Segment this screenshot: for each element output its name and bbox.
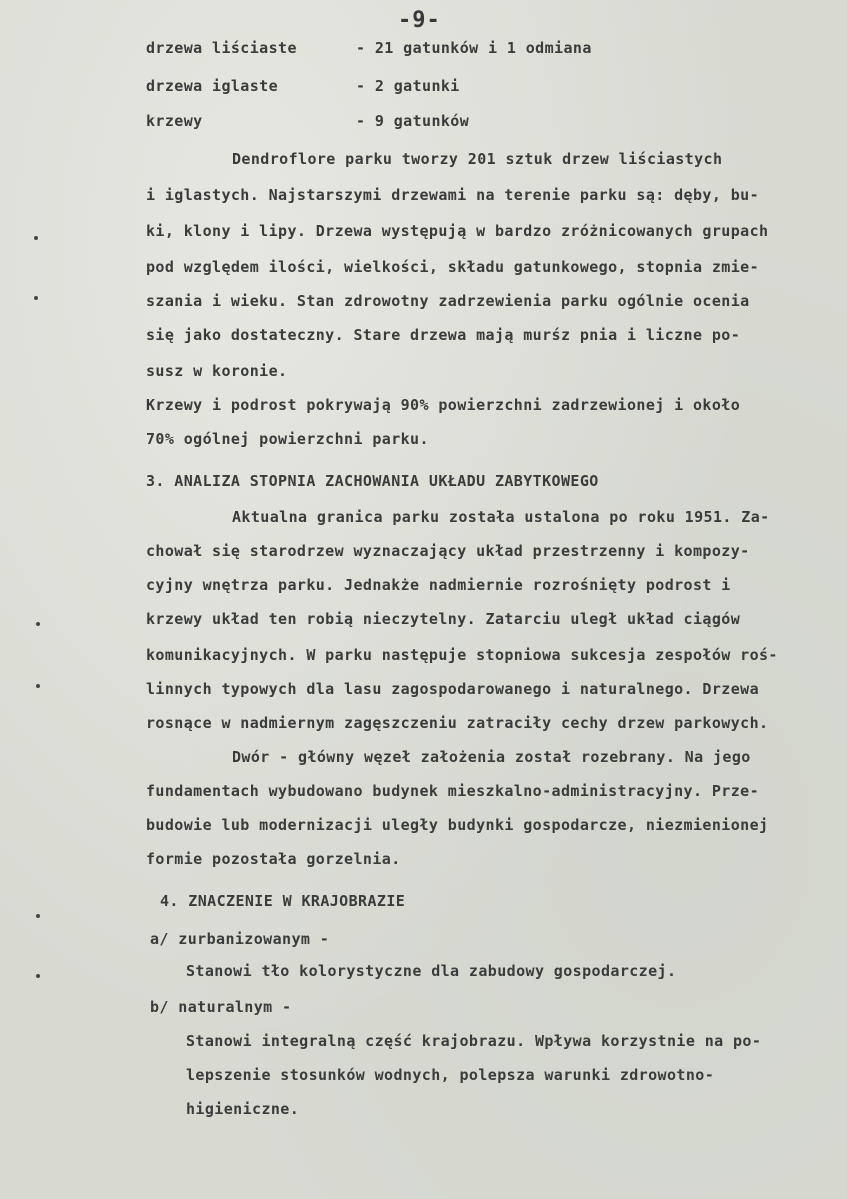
text-line: chował się starodrzew wyznaczający układ przestrzenny i kompozy- (146, 542, 750, 560)
text-line: Dendroflore parku tworzy 201 sztuk drzew liściastych (232, 150, 723, 168)
text-line: pod względem ilości, wielkości, składu gatunkowego, stopnia zmie- (146, 258, 759, 276)
text-line: ki, klony i lipy. Drzewa występują w bardzo zróżnicowanych grupach (146, 222, 769, 240)
text-line: krzewy układ ten robią nieczytelny. Zatarciu uległ układ ciągów (146, 610, 741, 628)
species-list-label: drzewa iglaste (146, 77, 279, 95)
text-line: Aktualna granica parku została ustalona po roku 1951. Za- (232, 508, 770, 526)
text-line: fundamentach wybudowano budynek mieszkalno-administracyjny. Prze- (146, 782, 759, 800)
page-number: -9- (398, 8, 441, 33)
text-line: Stanowi integralną część krajobrazu. Wpływa korzystnie na po- (186, 1032, 762, 1050)
text-line: 70% ogólnej powierzchni parku. (146, 430, 429, 448)
text-line: budowie lub modernizacji uległy budynki gospodarcze, niezmienionej (146, 816, 769, 834)
species-list-value: - 9 gatunków (356, 112, 470, 130)
section-heading: 3. ANALIZA STOPNIA ZACHOWANIA UKŁADU ZABYTKOWEGO (146, 472, 599, 490)
subsection-label: a/ zurbanizowanym - (150, 930, 330, 948)
species-list-value: - 2 gatunki (356, 77, 460, 95)
species-list-label: drzewa liściaste (146, 39, 297, 57)
margin-speck (36, 974, 40, 978)
text-line: Dwór - główny węzeł założenia został rozebrany. Na jego (232, 748, 751, 766)
subsection-label: b/ naturalnym - (150, 998, 292, 1016)
text-line: się jako dostateczny. Stare drzewa mają murśz pnia i liczne po- (146, 326, 741, 344)
text-line: Stanowi tło kolorystyczne dla zabudowy gospodarczej. (186, 962, 677, 980)
text-line: lepszenie stosunków wodnych, polepsza warunki zdrowotno- (186, 1066, 715, 1084)
text-line: Krzewy i podrost pokrywają 90% powierzchni zadrzewionej i około (146, 396, 741, 414)
text-line: susz w koronie. (146, 362, 288, 380)
species-list-value: - 21 gatunków i 1 odmiana (356, 39, 592, 57)
text-line: szania i wieku. Stan zdrowotny zadrzewienia parku ogólnie ocenia (146, 292, 750, 310)
margin-speck (36, 914, 40, 918)
margin-speck (34, 296, 38, 300)
section-heading: 4. ZNACZENIE W KRAJOBRAZIE (160, 892, 406, 910)
margin-speck (34, 236, 38, 240)
text-line: komunikacyjnych. W parku następuje stopniowa sukcesja zespołów roś- (146, 646, 778, 664)
text-line: higieniczne. (186, 1100, 300, 1118)
margin-speck (36, 684, 40, 688)
text-line: linnych typowych dla lasu zagospodarowanego i naturalnego. Drzewa (146, 680, 759, 698)
species-list-label: krzewy (146, 112, 203, 130)
text-line: cyjny wnętrza parku. Jednakże nadmiernie rozrośnięty podrost i (146, 576, 731, 594)
text-line: rosnące w nadmiernym zagęszczeniu zatraciły cechy drzew parkowych. (146, 714, 769, 732)
text-line: formie pozostała gorzelnia. (146, 850, 401, 868)
text-line: i iglastych. Najstarszymi drzewami na terenie parku są: dęby, bu- (146, 186, 759, 204)
margin-speck (36, 622, 40, 626)
